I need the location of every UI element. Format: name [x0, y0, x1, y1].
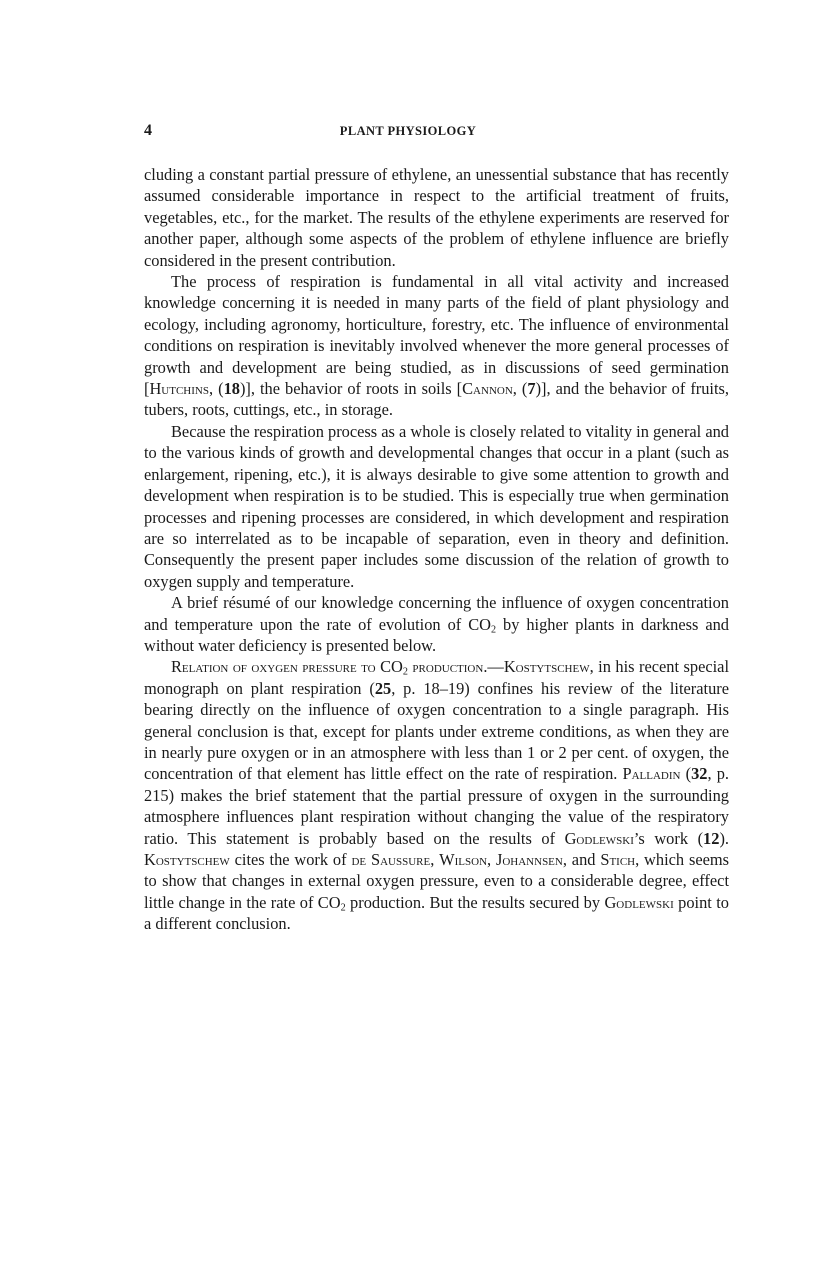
paragraph-4: [144, 592, 729, 656]
text: point to a different conclusion.: [144, 892, 729, 934]
text: , (: [512, 379, 528, 399]
section-heading: production.: [407, 657, 488, 677]
author-name: Wilson: [439, 850, 488, 869]
author-name: Cannon: [462, 379, 513, 399]
subscript: 2: [490, 624, 497, 636]
text: by higher plants in darkness and without water deficiency is presented below.: [144, 614, 729, 655]
text: cluding a constant partial pressure of ethylene, an unessential substance that has recently assumed considerable importance in respect to the artificial treatment of fruits, vegetables, etc., for the market. The results of the ethylene experiments are reserved for another paper, although some aspects of the problem of ethylene influence are briefly considered in the present contribution.: [144, 165, 729, 270]
citation-ref: 7: [527, 379, 536, 399]
text: , in his recent special monograph on plant respiration (: [144, 657, 729, 698]
text: ’s work (: [633, 828, 704, 848]
citation-ref: 25: [374, 678, 392, 698]
text: , and: [562, 850, 601, 869]
text: The process of respiration is fundamental in all vital activity and increased knowledge concerning it is needed in many parts of the field of plant physiology and ecology, including agronomy, horticulture, forestry, etc. The influence of environmental conditions on respiration is inevitably involved whenever the more general processes of growth and development are being studied, as in discussions of seed germination [: [144, 272, 729, 399]
paragraph-1: [144, 164, 729, 271]
author-name: Stich: [600, 850, 636, 869]
text: , p. 18–19) confines his review of the literature bearing directly on the influence of oxygen concentration to a single paragraph. His general conclusion is that, except for plants under extreme conditions, as when they are in nearly pure oxygen or in an atmosphere with less than 1 or 2 per cent. of oxygen, the concentration of that element has little effect on the rate of respiration.: [144, 678, 729, 784]
author-name: de Saussure: [351, 850, 431, 869]
author-name: Godlewski: [604, 892, 674, 912]
author-name: Johannsen: [495, 850, 563, 869]
text: )], and the behavior of fruits, tubers, roots, cuttings, etc., in storage.: [144, 379, 730, 420]
citation-ref: 12: [703, 828, 720, 848]
subscript: 2: [402, 666, 408, 678]
text: )], the behavior of roots in soils [: [239, 379, 463, 399]
running-title: PLANT PHYSIOLOGY: [339, 124, 477, 138]
text: A brief résumé of our knowledge concerning the influence of oxygen concentration and temperature upon the rate of evolution of CO: [144, 593, 729, 634]
text: (: [680, 764, 692, 784]
paragraph-5: [144, 656, 729, 934]
author-name: Hutchins: [149, 379, 209, 399]
text: Because the respiration process as a whole is closely related to vitality in general and to the various kinds of growth and developmental changes that occur in a plant (such as enlargement, ripening, etc.), it is always desirable to give some attention to growth and development when respiration is to be studied. This is especially true when germination processes and ripening processes are considered, in which development and respiration are so interrelated as to be incapable of separation, even in theory and definition. Consequently the present paper includes some discussion of the relation of growth to oxygen supply and temperature.: [144, 421, 730, 591]
text: production. But the results secured by: [345, 892, 605, 912]
author-name: Godlewski: [564, 828, 634, 848]
subscript: 2: [340, 902, 346, 914]
text: cites the work of: [229, 850, 352, 869]
author-name: Kostytschew: [503, 657, 590, 677]
author-name: Kostytschew: [144, 850, 230, 869]
citation-ref: 18: [223, 379, 240, 399]
section-heading: Relation of oxygen pressure to CO: [171, 657, 403, 677]
text: , p. 215) makes the brief statement that the partial pressure of oxygen in the surrounding atmosphere influences plant respiration without changing the value of the respiratory ratio. This statement is probably based on the results of: [144, 764, 729, 848]
paragraph-2: [144, 271, 729, 421]
author-name: Palladin: [622, 764, 681, 784]
text: ,: [487, 850, 496, 869]
text: ,: [430, 850, 440, 869]
paragraph-3: [144, 421, 729, 592]
text: ).: [719, 828, 729, 848]
text: , which seems to show that changes in external oxygen pressure, even to a considerable degree, effect little change in the rate of CO: [144, 850, 730, 912]
em-dash: —: [487, 657, 504, 677]
page-number: 4: [144, 122, 152, 139]
body-text: [144, 164, 729, 935]
text: , (: [208, 379, 224, 399]
citation-ref: 32: [691, 764, 708, 784]
